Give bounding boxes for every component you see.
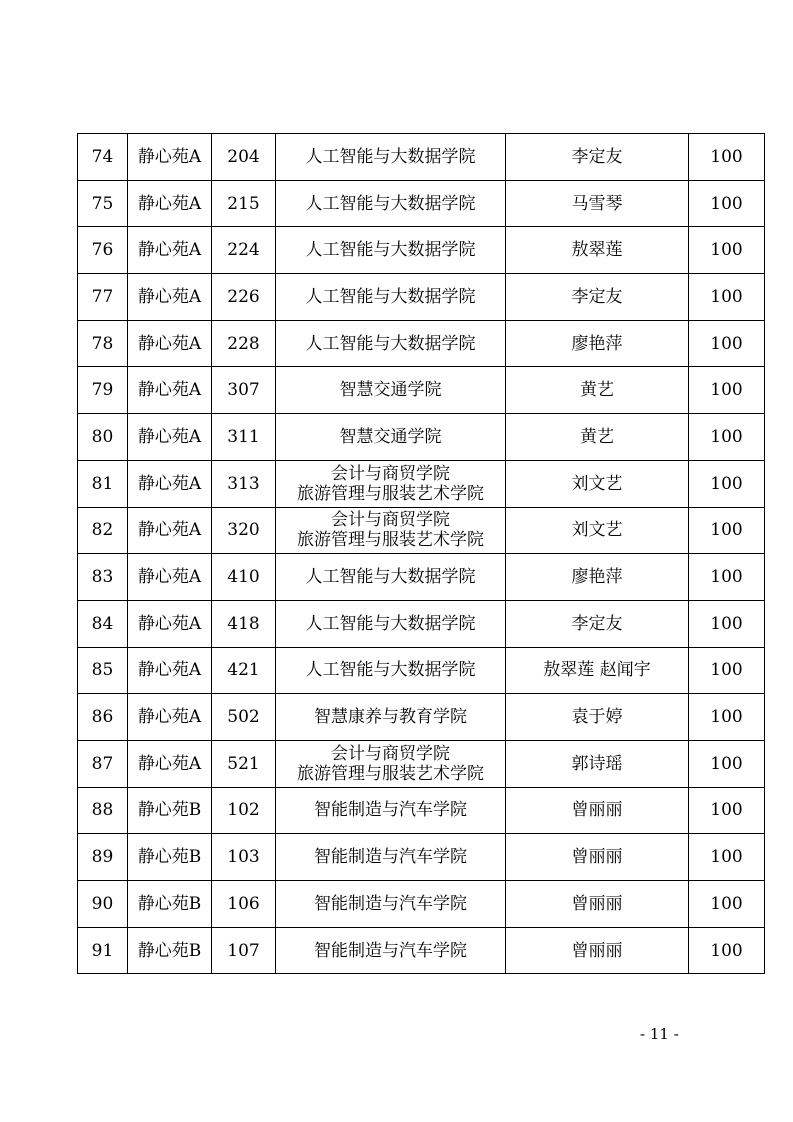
department-cell <box>276 460 506 507</box>
department-name: 人工智能与大数据学院 <box>305 333 476 354</box>
table-row <box>78 927 765 974</box>
department-cell <box>276 227 506 274</box>
row-number-cell: 91 <box>78 927 128 974</box>
building-cell: 静心苑A <box>128 134 212 181</box>
department-name: 旅游管理与服装艺术学院 <box>297 530 484 551</box>
department-name: 旅游管理与服装艺术学院 <box>297 763 484 784</box>
row-number-cell: 75 <box>78 180 128 227</box>
staff-name-cell: 敖翠莲 赵闻宇 <box>506 647 689 694</box>
building-cell: 静心苑B <box>128 927 212 974</box>
score-cell: 100 <box>689 554 765 601</box>
row-number-cell: 82 <box>78 507 128 554</box>
department-cell <box>276 134 506 181</box>
building-cell: 静心苑B <box>128 834 212 881</box>
score-cell: 100 <box>689 694 765 741</box>
staff-name-cell: 李定友 <box>506 134 689 181</box>
score-cell: 100 <box>689 367 765 414</box>
department-cell <box>276 414 506 461</box>
building-cell: 静心苑A <box>128 507 212 554</box>
row-number-cell: 80 <box>78 414 128 461</box>
table-row <box>78 414 765 461</box>
row-number-cell: 79 <box>78 367 128 414</box>
table-row <box>78 507 765 554</box>
building-cell: 静心苑A <box>128 460 212 507</box>
department-cell <box>276 367 506 414</box>
staff-name-cell: 曾丽丽 <box>506 881 689 928</box>
department-name: 会计与商贸学院 <box>331 510 450 531</box>
table-row <box>78 134 765 181</box>
row-number-cell: 77 <box>78 274 128 321</box>
row-number-cell: 85 <box>78 647 128 694</box>
score-cell: 100 <box>689 834 765 881</box>
department-name: 人工智能与大数据学院 <box>305 193 476 214</box>
department-name: 人工智能与大数据学院 <box>305 567 476 588</box>
row-number-cell: 88 <box>78 787 128 834</box>
staff-name-cell: 廖艳萍 <box>506 320 689 367</box>
staff-name-cell: 廖艳萍 <box>506 554 689 601</box>
staff-name-cell: 李定友 <box>506 600 689 647</box>
department-cell <box>276 881 506 928</box>
department-name: 智慧康养与教育学院 <box>314 707 467 728</box>
row-number-cell: 90 <box>78 881 128 928</box>
department-cell <box>276 787 506 834</box>
score-cell: 100 <box>689 227 765 274</box>
department-cell <box>276 320 506 367</box>
page-number: - 11 - <box>640 1025 679 1043</box>
room-number-cell: 215 <box>212 180 276 227</box>
department-name: 人工智能与大数据学院 <box>305 146 476 167</box>
table-row <box>78 554 765 601</box>
staff-name-cell: 李定友 <box>506 274 689 321</box>
building-cell: 静心苑A <box>128 320 212 367</box>
staff-name-cell: 曾丽丽 <box>506 834 689 881</box>
room-number-cell: 224 <box>212 227 276 274</box>
row-number-cell: 78 <box>78 320 128 367</box>
department-name: 人工智能与大数据学院 <box>305 240 476 261</box>
table-row <box>78 787 765 834</box>
score-cell: 100 <box>689 881 765 928</box>
row-number-cell: 74 <box>78 134 128 181</box>
staff-name-cell: 刘文艺 <box>506 460 689 507</box>
department-name: 智能制造与汽车学院 <box>314 800 467 821</box>
building-cell: 静心苑B <box>128 787 212 834</box>
building-cell: 静心苑A <box>128 647 212 694</box>
staff-name-cell: 敖翠莲 <box>506 227 689 274</box>
department-cell <box>276 927 506 974</box>
row-number-cell: 89 <box>78 834 128 881</box>
table-row <box>78 881 765 928</box>
department-name: 智慧交通学院 <box>339 380 442 401</box>
department-name: 旅游管理与服装艺术学院 <box>297 483 484 504</box>
room-number-cell: 103 <box>212 834 276 881</box>
staff-name-cell: 刘文艺 <box>506 507 689 554</box>
department-cell <box>276 274 506 321</box>
row-number-cell: 86 <box>78 694 128 741</box>
room-number-cell: 311 <box>212 414 276 461</box>
department-name: 智能制造与汽车学院 <box>314 940 467 961</box>
table-row <box>78 694 765 741</box>
score-cell: 100 <box>689 740 765 787</box>
score-cell: 100 <box>689 460 765 507</box>
table-row <box>78 180 765 227</box>
department-name: 人工智能与大数据学院 <box>305 286 476 307</box>
department-name: 会计与商贸学院 <box>331 743 450 764</box>
table-row <box>78 600 765 647</box>
row-number-cell: 87 <box>78 740 128 787</box>
building-cell: 静心苑B <box>128 881 212 928</box>
table-row <box>78 274 765 321</box>
department-cell <box>276 694 506 741</box>
room-number-cell: 313 <box>212 460 276 507</box>
table-row <box>78 647 765 694</box>
room-number-cell: 226 <box>212 274 276 321</box>
building-cell: 静心苑A <box>128 414 212 461</box>
row-number-cell: 81 <box>78 460 128 507</box>
score-cell: 100 <box>689 414 765 461</box>
department-name: 人工智能与大数据学院 <box>305 660 476 681</box>
score-cell: 100 <box>689 647 765 694</box>
dormitory-inspection-table <box>77 133 765 974</box>
room-number-cell: 521 <box>212 740 276 787</box>
building-cell: 静心苑A <box>128 694 212 741</box>
room-number-cell: 204 <box>212 134 276 181</box>
building-cell: 静心苑A <box>128 554 212 601</box>
room-number-cell: 502 <box>212 694 276 741</box>
score-cell: 100 <box>689 134 765 181</box>
score-cell: 100 <box>689 320 765 367</box>
staff-name-cell: 袁于婷 <box>506 694 689 741</box>
department-cell <box>276 600 506 647</box>
room-number-cell: 228 <box>212 320 276 367</box>
row-number-cell: 83 <box>78 554 128 601</box>
department-name: 人工智能与大数据学院 <box>305 613 476 634</box>
room-number-cell: 307 <box>212 367 276 414</box>
department-cell <box>276 740 506 787</box>
score-cell: 100 <box>689 180 765 227</box>
staff-name-cell: 黄艺 <box>506 367 689 414</box>
table-row <box>78 320 765 367</box>
building-cell: 静心苑A <box>128 180 212 227</box>
department-name: 智能制造与汽车学院 <box>314 847 467 868</box>
department-name: 会计与商贸学院 <box>331 463 450 484</box>
room-number-cell: 418 <box>212 600 276 647</box>
room-number-cell: 410 <box>212 554 276 601</box>
department-cell <box>276 554 506 601</box>
score-cell: 100 <box>689 274 765 321</box>
department-cell <box>276 834 506 881</box>
score-cell: 100 <box>689 927 765 974</box>
staff-name-cell: 马雪琴 <box>506 180 689 227</box>
building-cell: 静心苑A <box>128 740 212 787</box>
score-cell: 100 <box>689 507 765 554</box>
score-cell: 100 <box>689 787 765 834</box>
table-row <box>78 367 765 414</box>
department-name: 智慧交通学院 <box>339 426 442 447</box>
department-name: 智能制造与汽车学院 <box>314 893 467 914</box>
table-row <box>78 460 765 507</box>
staff-name-cell: 曾丽丽 <box>506 787 689 834</box>
staff-name-cell: 郭诗瑶 <box>506 740 689 787</box>
building-cell: 静心苑A <box>128 227 212 274</box>
table-row <box>78 740 765 787</box>
department-cell <box>276 180 506 227</box>
table-row <box>78 227 765 274</box>
room-number-cell: 106 <box>212 881 276 928</box>
building-cell: 静心苑A <box>128 600 212 647</box>
table-row <box>78 834 765 881</box>
table-body <box>78 134 765 974</box>
room-number-cell: 320 <box>212 507 276 554</box>
staff-name-cell: 黄艺 <box>506 414 689 461</box>
department-cell <box>276 647 506 694</box>
building-cell: 静心苑A <box>128 367 212 414</box>
room-number-cell: 107 <box>212 927 276 974</box>
row-number-cell: 84 <box>78 600 128 647</box>
row-number-cell: 76 <box>78 227 128 274</box>
room-number-cell: 421 <box>212 647 276 694</box>
department-cell <box>276 507 506 554</box>
room-number-cell: 102 <box>212 787 276 834</box>
score-cell: 100 <box>689 600 765 647</box>
building-cell: 静心苑A <box>128 274 212 321</box>
staff-name-cell: 曾丽丽 <box>506 927 689 974</box>
